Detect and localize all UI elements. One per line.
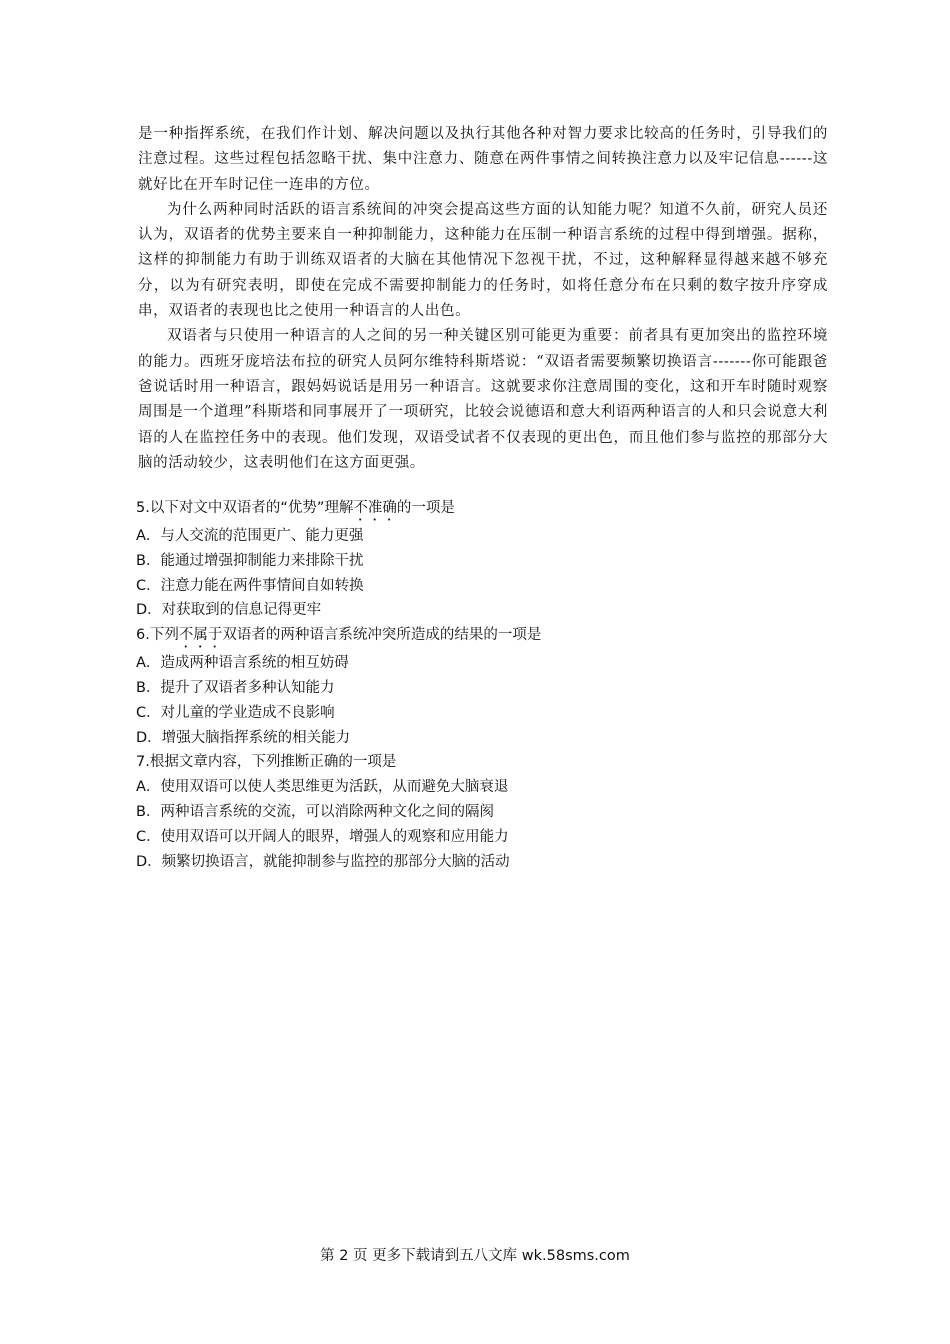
- passage-paragraph-2: 为什么两种同时活跃的语言系统间的冲突会提高这些方面的认知能力呢？知道不久前，研究人员还认为，双语者的优势主要来自一种抑制能力，这种能力在压制一种语言系统的过程中得到增强。据称，这样的抑制能力有助于训练双语者的大脑在其他情况下忽视干扰，不过，这种解释显得越来越不够充分，以为有研究表明，即使在完成不需要抑制能力的任务时，如将任意分布在只剩的数字按升序穿成串，双语者的表现也比之使用一种语言的人出色。: [138, 201, 828, 320]
- question-7-option-a: A．使用双语可以使人类思维更为活跃，从而避免大脑衰退: [136, 779, 509, 796]
- reading-passage: [138, 122, 828, 476]
- question-6-option-b: B．提升了双语者多种认知能力: [136, 679, 335, 696]
- question-section: [136, 496, 826, 874]
- question-6-stem-end: 双语者的两种语言系统冲突所造成的结果的一项是: [222, 627, 542, 644]
- page-footer: 第 2 页 更多下载请到五八文库 wk.58sms.com: [320, 1248, 630, 1264]
- question-6-emphasis: 不属于: [178, 627, 223, 644]
- question-5-option-a: A．与人交流的范围更广、能力更强: [136, 528, 364, 544]
- question-5-stem-end: 的一项是: [396, 500, 455, 516]
- question-5-stem: [136, 496, 826, 524]
- question-5-emphasis: 不准确: [353, 500, 397, 516]
- passage-paragraph-3: 双语者与只使用一种语言的人之间的另一种关键区别可能更为重要：前者具有更加突出的监控环境的能力。西班牙庞培法布拉的研究人员阿尔维特科斯塔说：“双语者需要频繁切换语言-------你可能跟爸爸说话时用一种语言，跟妈妈说话是用另一种语言。这就要求你注意周围的变化，这和开车时随时观察周围是一个道理”科斯塔和同事展开了一项研究，比较会说德语和意大利语两种语言的人和只会说意大利语的人在监控任务中的表现。他们发现，双语受试者不仅表现的更出色，而且他们参与监控的那部分大脑的活动较少，这表明他们在这方面更强。: [138, 328, 828, 471]
- question-6-stem-text: 6.下列: [136, 627, 179, 644]
- question-5-option-c: C．注意力能在两件事情间自如转换: [136, 577, 364, 594]
- question-6-option-a: A．造成两种语言系统的相互妨碍: [136, 655, 349, 672]
- question-7-option-b: B．两种语言系统的交流，可以消除两种文化之间的隔阂: [136, 803, 494, 820]
- question-7-option-c: C．使用双语可以开阔人的眼界，增强人的观察和应用能力: [136, 828, 509, 845]
- question-6-option-c: C．对儿童的学业造成不良影响: [136, 704, 335, 721]
- question-7-stem: 7.根据文章内容，下列推断正确的一项是: [136, 754, 397, 771]
- question-5-option-b: B．能通过增强抑制能力来排除干扰: [136, 552, 364, 569]
- question-5-stem-text: 5.以下对文中双语者的“优势”理解: [136, 500, 354, 516]
- question-7-option-d: D．频繁切换语言，就能抑制参与监控的那部分大脑的活动: [136, 853, 510, 870]
- question-6-stem: [136, 623, 826, 651]
- passage-paragraph-1: 是一种指挥系统，在我们作计划、解决问题以及执行其他各种对智力要求比较高的任务时，引导我们的注意过程。这些过程包括忽略干扰、集中注意力、随意在两件事情之间转换注意力以及牢记信息------这就好比在开车时记住一连串的方位。: [138, 126, 828, 193]
- question-5-option-d: D．对获取到的信息记得更牢: [136, 602, 322, 619]
- question-6-option-d: D．增强大脑指挥系统的相关能力: [136, 729, 351, 746]
